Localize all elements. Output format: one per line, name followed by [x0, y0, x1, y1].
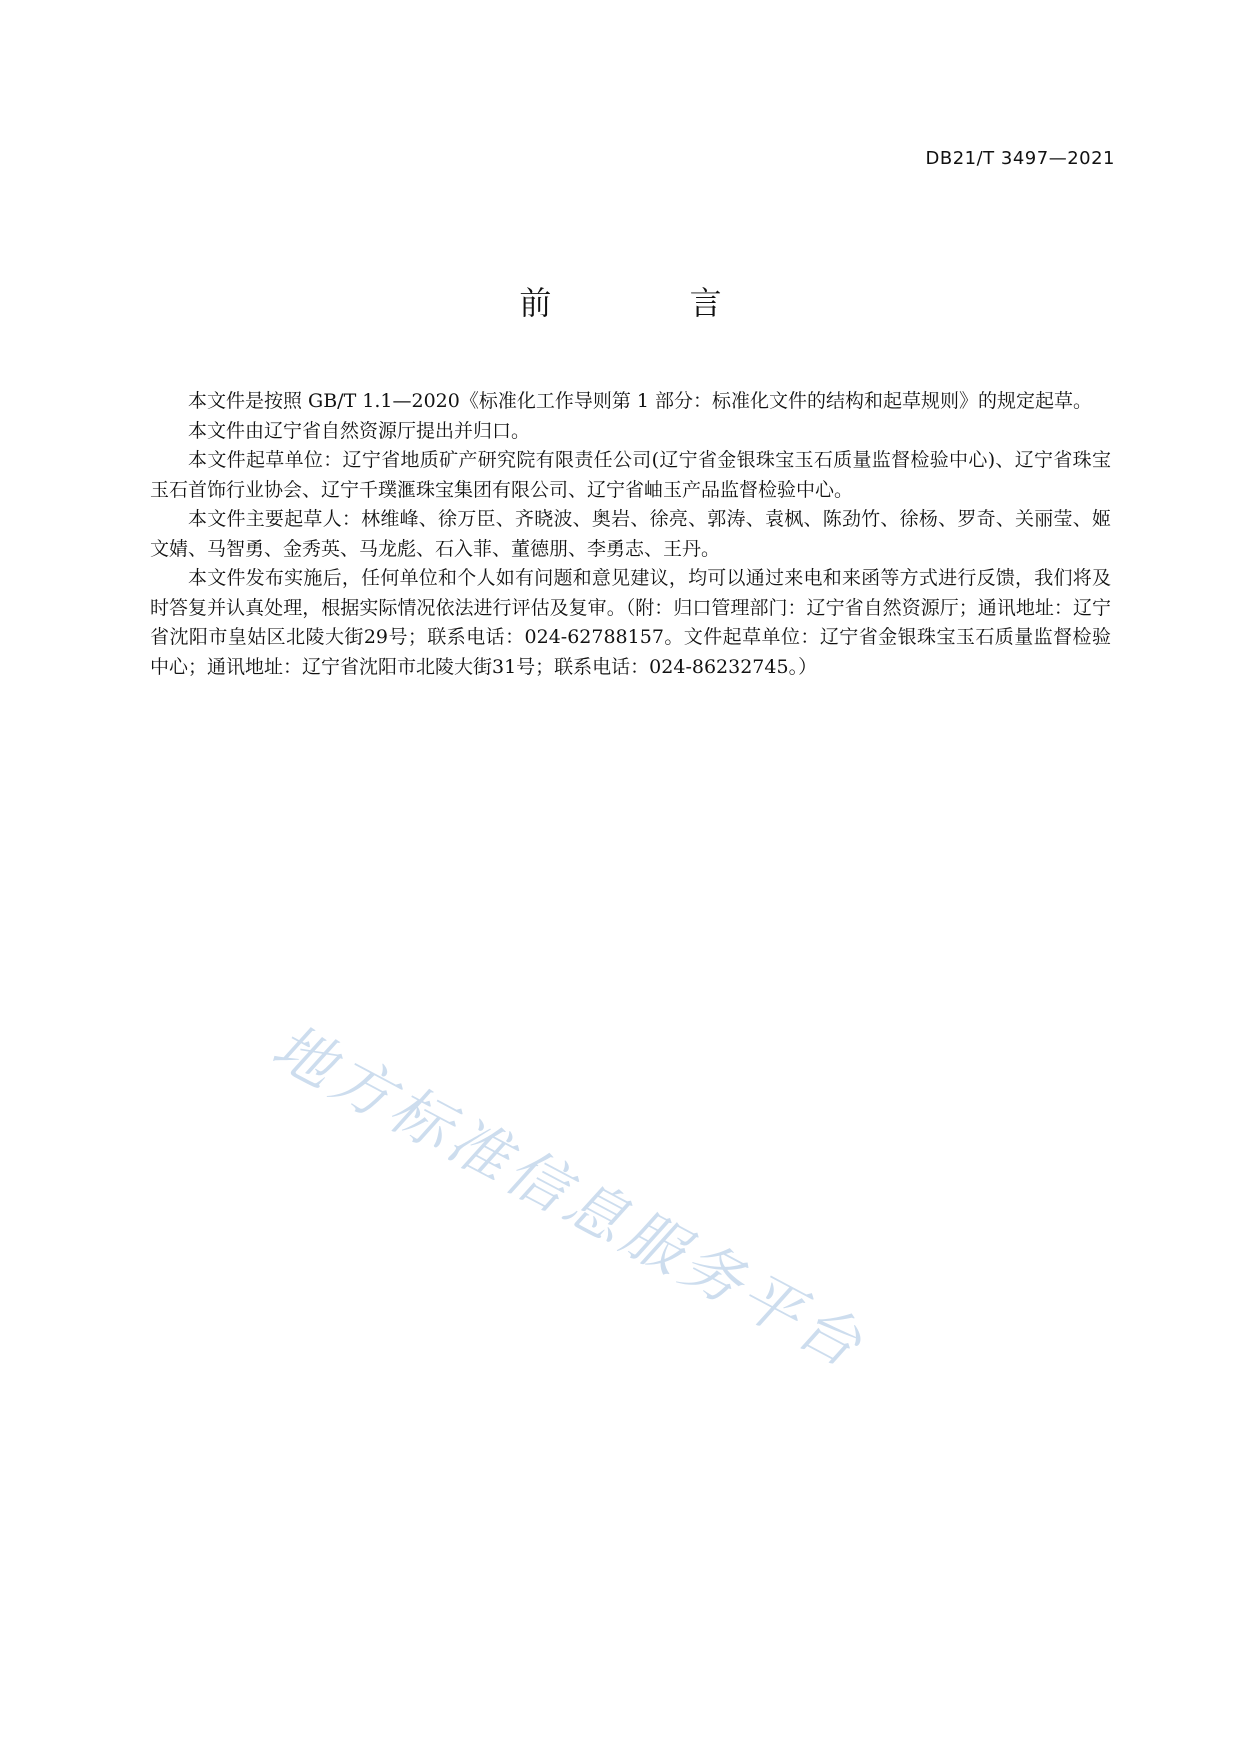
watermark: 地方标准信息服务平台: [261, 1011, 877, 1384]
paragraph-drafting-basis: 本文件是按照 GB/T 1.1—2020《标准化工作导则第 1 部分：标准化文件的结构和起草规则》的规定起草。: [188, 390, 1093, 412]
foreword-body: [150, 387, 1111, 682]
paragraph-feedback: 本文件发布实施后，任何单位和个人如有问题和意见建议，均可以通过来电和来函等方式进行反馈，我们将及时答复并认真处理，根据实际情况依法进行评估及复审。（附：归口管理部门：辽宁省自然资源厅；通讯地址：辽宁省沈阳市皇姑区北陵大街29号；联系电话：024-62788157。文件起草单位：辽宁省金银珠宝玉石质量监督检验中心；通讯地址：辽宁省沈阳市北陵大街31号；联系电话：024-86232745。）: [150, 567, 1111, 678]
page-title: 前 言: [519, 284, 786, 322]
document-code: DB21/T 3497—2021: [925, 148, 1115, 169]
paragraph-proposer: 本文件由辽宁省自然资源厅提出并归口。: [188, 419, 531, 442]
paragraph-drafters: 本文件主要起草人：林维峰、徐万臣、齐晓波、奥岩、徐亮、郭涛、袁枫、陈劲竹、徐杨、罗奇、关丽莹、姬文婧、马智勇、金秀英、马龙彪、石入菲、董德朋、李勇志、王丹。: [150, 508, 1111, 560]
paragraph-drafting-units: 本文件起草单位：辽宁省地质矿产研究院有限责任公司(辽宁省金银珠宝玉石质量监督检验中心)、辽宁省珠宝玉石首饰行业协会、辽宁千璞滙珠宝集团有限公司、辽宁省岫玉产品监督检验中心。: [150, 449, 1111, 501]
